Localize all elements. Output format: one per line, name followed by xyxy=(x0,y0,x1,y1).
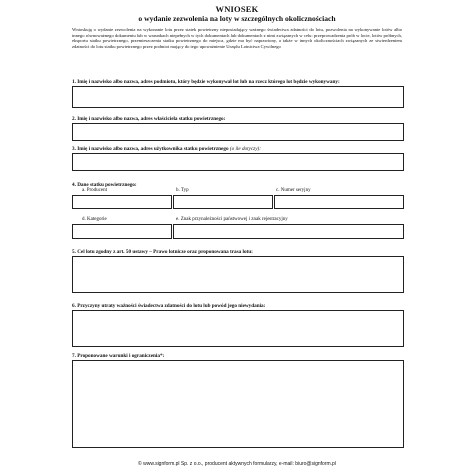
section-3-note: (o ile dotyczy): xyxy=(229,146,261,152)
section-5-label: 5. Cel lotu zgodny z art. 50 ustawy – Prawo lotnicze oraz proponowana trasa lotu: xyxy=(72,249,253,255)
type-field[interactable] xyxy=(173,195,273,209)
document-title: WNIOSEK xyxy=(215,4,259,14)
serial-number-field[interactable] xyxy=(274,195,404,209)
intro-paragraph: Wnioskuję o wydanie zezwolenia na wykonanie lotu przez statek powietrzny nieposiadający ważnego świadectwa zdatności do lotu, pozwolenia na wykonywanie lotów albo innego równoważnego dokumentu lub w warunkach niepełnych w tych dokumentach lub dokumentach z nimi związanych w celu: przeprowadzenia prób w locie, lotów próbnych, eksportu statku powietrznego, przemieszczenia statku powietrznego do miejsca, gdzie ma być naprawiony, a także w innych okolicznościach związanych ze stwierdzeniem zdatności do lotu statku powietrznego przez podmiot mający do tego upoważnienie Urzędu Lotnictwa Cywilnego xyxy=(72,27,402,49)
section-5-field[interactable] xyxy=(72,256,404,293)
page-footer: © www.signform.pl Sp. z o.o., producent aktywnych formularzy, e-mail: biuro@signform.pl xyxy=(138,461,336,467)
section-7-label: 7. Proponowane warunki i ograniczenia*: xyxy=(72,353,165,359)
category-label: d. Kategorie xyxy=(82,217,107,222)
section-3-label xyxy=(72,146,261,152)
section-1-label: 1. Imię i nazwisko albo nazwa, adres podmiotu, który będzie wykonywał lot lub na rzecz którego lot będzie wykonywany: xyxy=(72,79,340,85)
producer-field[interactable] xyxy=(72,195,172,209)
registration-label: e. Znak przynależności państwowej i znak rejestracyjny xyxy=(176,217,288,222)
section-7-field[interactable] xyxy=(72,360,404,448)
producer-label: a. Producent xyxy=(82,188,107,193)
serial-number-label: c. Numer seryjny xyxy=(276,188,311,193)
section-6-field[interactable] xyxy=(72,310,404,347)
registration-field[interactable] xyxy=(173,224,404,239)
section-6-label: 6. Przyczyny utraty ważności świadectwa zdatności do lotu lub powód jego niewydania: xyxy=(72,303,266,309)
section-4-label: 4. Dane statku powietrznego: xyxy=(72,182,137,188)
section-1-field[interactable] xyxy=(72,86,404,108)
document-subtitle: o wydanie zezwolenia na loty w szczególnych okolicznościach xyxy=(138,14,336,23)
section-2-label: 2. Imię i nazwisko albo nazwa, adres właściciela statku powietrznego: xyxy=(72,116,226,122)
section-2-field[interactable] xyxy=(72,123,404,141)
section-3-label-text: 3. Imię i nazwisko albo nazwa, adres użytkownika statku powietrznego xyxy=(72,146,229,152)
type-label: b. Typ xyxy=(176,188,189,193)
category-field[interactable] xyxy=(72,224,172,239)
section-3-field[interactable] xyxy=(72,153,404,171)
